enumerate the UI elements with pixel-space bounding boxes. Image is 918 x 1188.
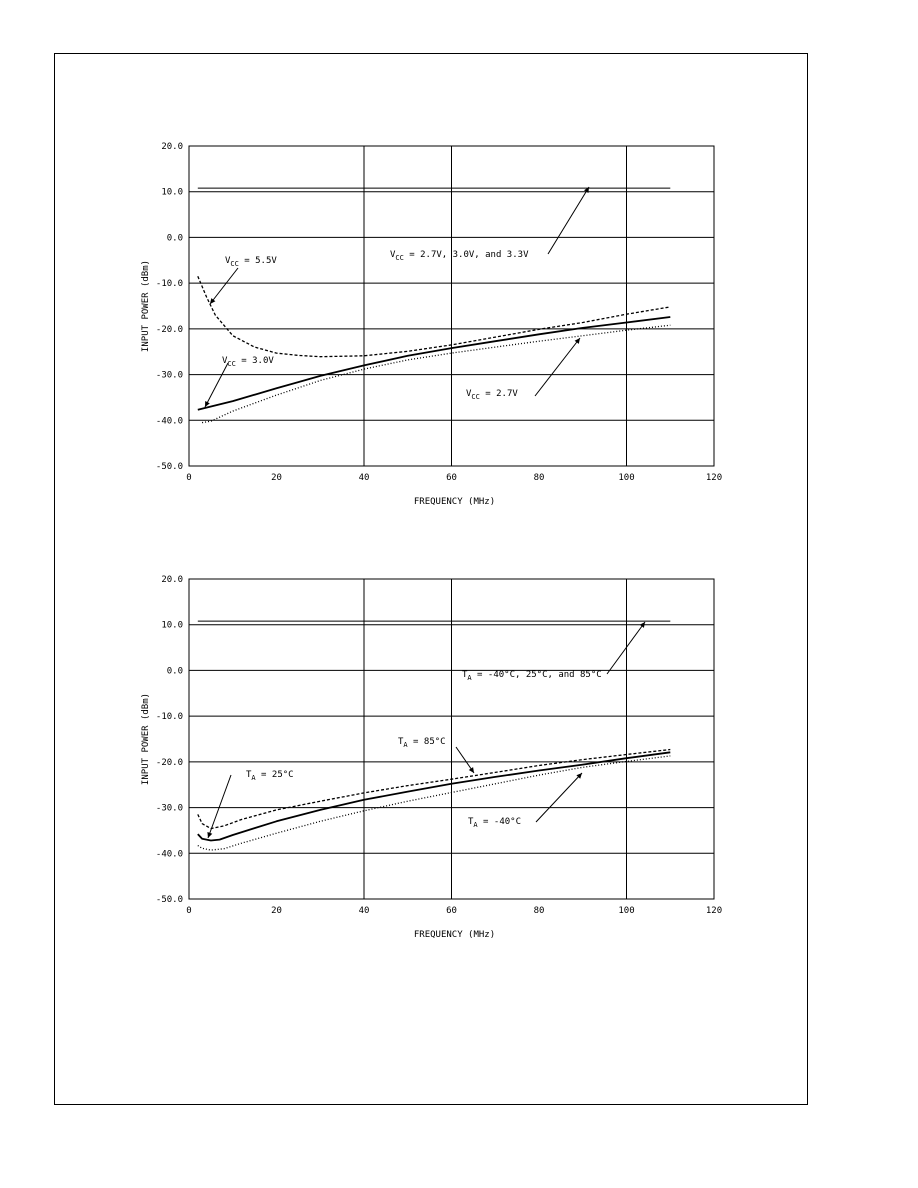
x-tick-label: 0 — [186, 906, 192, 916]
x-axis-label: FREQUENCY (MHz) — [413, 930, 496, 940]
annotation-arrowhead — [207, 832, 212, 838]
x-tick-label: 20 — [271, 906, 282, 916]
annotation-label: $T_A = 25^\circ C$ — [246, 770, 294, 782]
x-tick-label: 0 — [186, 473, 192, 483]
y-tick-label: -50.0 — [155, 462, 183, 472]
y-tick-label: 20.0 — [161, 575, 183, 585]
x-tick-label: 80 — [533, 906, 545, 916]
grid — [189, 579, 714, 899]
annotation-label: $T_A = -40^\circ C$ — [468, 817, 521, 829]
y-tick-label: -40.0 — [155, 416, 183, 427]
x-tick-label: 100 — [618, 906, 635, 916]
annotations — [207, 622, 645, 838]
annotation-arrowhead — [640, 622, 645, 628]
x-tick-label: 20 — [271, 473, 282, 483]
y-tick-label: -40.0 — [155, 849, 183, 860]
annotation-label: $V_{CC} = 3.0V$ — [222, 356, 274, 368]
y-axis-label: INPUT POWER (dBm) — [141, 692, 151, 786]
x-tick-label: 60 — [446, 906, 457, 916]
y-tick-label: 10.0 — [161, 620, 183, 631]
y-tick-label: -10.0 — [155, 712, 183, 723]
annotation-leader — [536, 773, 582, 822]
x-tick-label: 120 — [705, 473, 723, 483]
y-axis-label: INPUT POWER (dBm) — [141, 259, 151, 353]
annotation-label: $V_{CC} = 2.7V$, 3.0V, and 3.3V — [390, 250, 529, 262]
y-tick-label: -30.0 — [155, 370, 183, 381]
x-tick-label: 120 — [705, 906, 723, 916]
y-tick-label: -10.0 — [155, 279, 183, 290]
annotation-label: $V_{CC} = 5.5V$ — [225, 256, 277, 268]
x-tick-label: 40 — [358, 906, 370, 916]
y-tick-label: -50.0 — [155, 895, 183, 905]
y-tick-label: -30.0 — [155, 803, 183, 814]
y-tick-label: 0.0 — [166, 233, 183, 244]
annotation-arrowhead — [469, 767, 474, 773]
x-axis-label: FREQUENCY (MHz) — [413, 497, 496, 507]
x-tick-label: 100 — [618, 473, 635, 483]
annotation-label: $T_A = 85^\circ C$ — [398, 737, 446, 749]
y-tick-label: -20.0 — [155, 324, 183, 335]
y-tick-label: -20.0 — [155, 757, 183, 768]
y-tick-label: 10.0 — [161, 187, 183, 198]
y-tick-label: 0.0 — [166, 666, 183, 677]
series-group — [198, 621, 671, 850]
annotation-leader — [208, 775, 231, 838]
x-tick-label: 60 — [446, 473, 457, 483]
x-tick-label: 80 — [533, 473, 545, 483]
y-tick-label: 20.0 — [161, 142, 183, 152]
annotation-label: $T_A = -40^\circ C$, 25°C, and 85°C — [462, 670, 602, 682]
x-tick-label: 40 — [358, 473, 370, 483]
annotation-label: $V_{CC} = 2.7V$ — [466, 389, 518, 401]
